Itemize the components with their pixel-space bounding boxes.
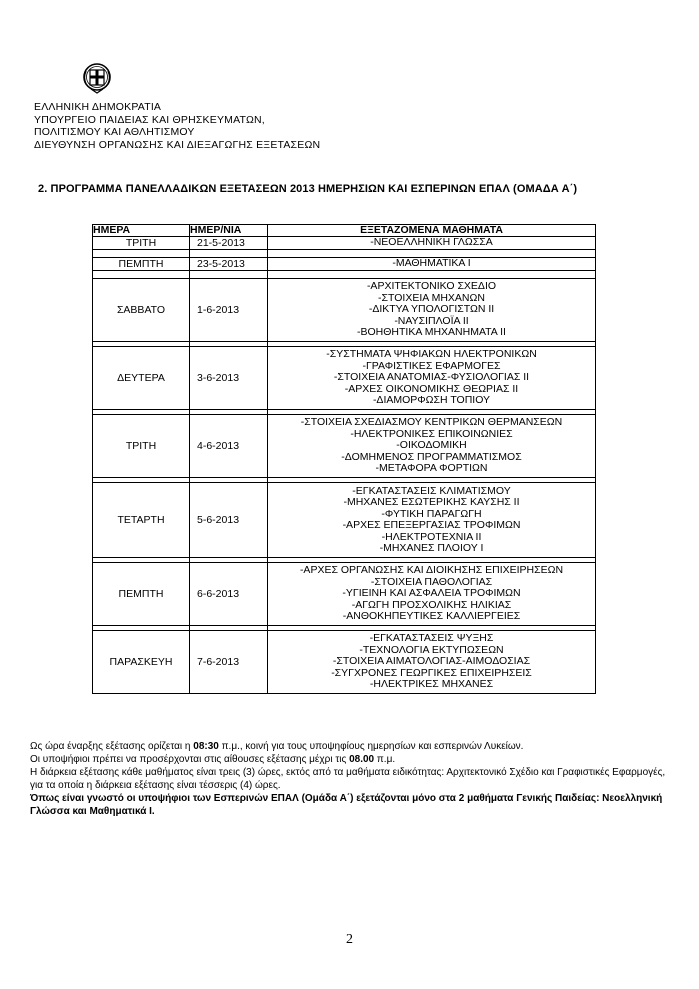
subject-item: -ΟΙΚΟΔΟΜΙΚΗ xyxy=(396,439,467,452)
day-cell: ΤΡΙΤΗ xyxy=(93,415,190,478)
subject-item: -ΑΡΧΕΣ ΟΙΚΟΝΟΜΙΚΗΣ ΘΕΩΡΙΑΣ ΙΙ xyxy=(344,382,519,395)
note-text: π.μ., κοινή για τους υποψηφίους ημερησίων και εσπερινών Λυκείων. xyxy=(218,741,524,752)
date-cell: 4-6-2013 xyxy=(190,415,268,478)
subjects-cell xyxy=(268,415,596,478)
note-text: Ως ώρα έναρξης εξέτασης ορίζεται η xyxy=(30,741,194,752)
arrival-time-value: 08.00 xyxy=(349,754,375,765)
table-row xyxy=(93,258,596,271)
col-header-date: ΗΜΕΡ/ΝΙΑ xyxy=(190,225,268,237)
table-row xyxy=(93,237,596,250)
subject-item: -ΗΛΕΚΤΡΙΚΕΣ ΜΗΧΑΝΕΣ xyxy=(369,678,494,691)
date-cell: 1-6-2013 xyxy=(190,279,268,342)
table-row xyxy=(93,347,596,410)
subject-item: -ΜΗΧΑΝΕΣ ΠΛΟΙΟΥ Ι xyxy=(379,542,484,554)
subjects-cell xyxy=(268,631,596,694)
note-start-time xyxy=(30,740,670,753)
subject-item: -ΕΓΚΑΤΑΣΤΑΣΕΙΣ ΚΛΙΜΑΤΙΣΜΟΥ xyxy=(352,484,511,497)
subject-item: -ΒΟΗΘΗΤΙΚΑ ΜΗΧΑΝΗΜΑΤΑ ΙΙ xyxy=(357,326,506,339)
note-bold-text: Όπως είναι γνωστό οι υποψήφιοι των Εσπερινών ΕΠΑΛ (Ομάδα Α΄) εξετάζονται μόνο στα 2 μαθήματα Γενικής Παιδείας: Νεοελληνική Γλώσσα και Μαθηματικά Ι. xyxy=(30,793,663,817)
subject-item: -ΣΤΟΙΧΕΙΑ ΜΗΧΑΝΩΝ xyxy=(378,291,485,304)
subject-item: -ΕΓΚΑΤΑΣΤΑΣΕΙΣ ΨΥΞΗΣ xyxy=(369,632,494,645)
exam-schedule-table xyxy=(92,224,596,694)
col-header-subjects: ΕΞΕΤΑΖΟΜΕΝΑ ΜΑΘΗΜΑΤΑ xyxy=(268,225,596,237)
header-line-3: ΠΟΛΙΤΙΣΜΟΥ ΚΑΙ ΑΘΛΗΤΙΣΜΟΥ xyxy=(34,126,195,138)
note-duration: Η διάρκεια εξέτασης κάθε μαθήματος είναι τρεις (3) ώρες, εκτός από τα μαθήματα ειδικότητας: Αρχιτεκτονικό Σχέδιο και Γραφιστικές Εφαρμογές, για τα οποία η διάρκεια εξέτασης είναι τέσσερις (4) ώρες. xyxy=(30,767,666,791)
table-row xyxy=(93,279,596,342)
header-line-1: ΕΛΛΗΝΙΚΗ ΔΗΜΟΚΡΑΤΙΑ xyxy=(34,101,162,113)
header-line-2: ΥΠΟΥΡΓΕΙΟ ΠΑΙΔΕΙΑΣ ΚΑΙ ΘΡΗΣΚΕΥΜΑΤΩΝ, xyxy=(34,113,265,126)
subject-item: -ΔΟΜΗΜΕΝΟΣ ΠΡΟΓΡΑΜΜΑΤΙΣΜΟΣ xyxy=(341,450,522,463)
spacer-cell xyxy=(268,271,596,279)
day-cell: ΤΡΙΤΗ xyxy=(93,237,190,250)
subject-item: -ΑΓΩΓΗ ΠΡΟΣΧΟΛΙΚΗΣ ΗΛΙΚΙΑΣ xyxy=(351,598,512,611)
note-evening-schools xyxy=(30,792,670,818)
date-cell: 7-6-2013 xyxy=(190,631,268,694)
date-cell: 21-5-2013 xyxy=(190,237,268,250)
issuer-header xyxy=(34,101,320,151)
subject-item: -ΥΓΙΕΙΝΗ ΚΑΙ ΑΣΦΑΛΕΙΑ ΤΡΟΦΙΜΩΝ xyxy=(342,587,521,600)
table-row xyxy=(93,631,596,694)
subject-item: -ΣΤΟΙΧΕΙΑ ΣΧΕΔΙΑΣΜΟΥ ΚΕΝΤΡΙΚΩΝ ΘΕΡΜΑΝΣΕΩΝ xyxy=(300,416,563,429)
subject-item: -ΦΥΤΙΚΗ ΠΑΡΑΓΩΓΗ xyxy=(381,507,482,520)
subject-item: -ΣΤΟΙΧΕΙΑ ΑΙΜΑΤΟΛΟΓΙΑΣ-ΑΙΜΟΔΟΣΙΑΣ xyxy=(332,655,531,668)
table-header-row xyxy=(93,225,596,237)
row-spacer xyxy=(93,271,596,279)
subject-item: -ΔΙΑΜΟΡΦΩΣΗ ΤΟΠΙΟΥ xyxy=(372,394,491,407)
subject-item: -ΜΑΘΗΜΑΤΙΚΑ Ι xyxy=(392,257,471,270)
subjects-cell xyxy=(268,563,596,626)
spacer-cell xyxy=(190,250,268,258)
subjects-cell xyxy=(268,237,596,250)
spacer-cell xyxy=(190,271,268,279)
subjects-cell xyxy=(268,258,596,271)
subject-item: -ΜΕΤΑΦΟΡΑ ΦΟΡΤΙΩΝ xyxy=(375,462,488,475)
subject-item: -ΓΡΑΦΙΣΤΙΚΕΣ ΕΦΑΡΜΟΓΕΣ xyxy=(362,359,501,372)
day-cell: ΣΑΒΒΑΤΟ xyxy=(93,279,190,342)
subject-item: -ΑΡΧΕΣ ΕΠΕΞΕΡΓΑΣΙΑΣ ΤΡΟΦΙΜΩΝ xyxy=(342,519,521,531)
table-row xyxy=(93,415,596,478)
page-number: 2 xyxy=(346,932,353,947)
note-arrival-time xyxy=(30,753,670,766)
subject-item: -ΗΛΕΚΤΡΟΤΕΧΝΙΑ ΙΙ xyxy=(381,530,482,543)
subject-item: -ΜΗΧΑΝΕΣ ΕΣΩΤΕΡΙΚΗΣ ΚΑΥΣΗΣ ΙΙ xyxy=(343,496,520,508)
day-cell: ΤΕΤΑΡΤΗ xyxy=(93,483,190,558)
subjects-cell xyxy=(268,279,596,342)
subject-item: -ΝΕΟΕΛΛΗΝΙΚΗ ΓΛΩΣΣΑ xyxy=(370,236,493,249)
subject-item: -ΤΕΧΝΟΛΟΓΙΑ ΕΚΤΥΠΩΣΕΩΝ xyxy=(359,643,504,656)
start-time-value: 08:30 xyxy=(193,741,219,752)
note-text: Οι υποψήφιοι πρέπει να προσέρχονται στις αίθουσες εξέτασης μέχρι τις xyxy=(30,754,350,765)
header-line-4: ΔΙΕΥΘΥΝΣΗ ΟΡΓΑΝΩΣΗΣ ΚΑΙ ΔΙΕΞΑΓΩΓΗΣ ΕΞΕΤΑΣΕΩΝ xyxy=(34,138,321,151)
subject-item: -ΔΙΚΤΥΑ ΥΠΟΛΟΓΙΣΤΩΝ ΙΙ xyxy=(368,303,495,316)
subject-item: -ΝΑΥΣΙΠΛΟΪΑ ΙΙ xyxy=(394,314,469,327)
document-title: 2. ΠΡΟΓΡΑΜΜΑ ΠΑΝΕΛΛΑΔΙΚΩΝ ΕΞΕΤΑΣΕΩΝ 2013 ΗΜΕΡΗΣΙΩΝ ΚΑΙ ΕΣΠΕΡΙΝΩΝ ΕΠΑΛ (ΟΜΑΔΑ Α΄) xyxy=(38,183,578,195)
spacer-cell xyxy=(93,250,190,258)
subject-item: -ΑΝΘΟΚΗΠΕΥΤΙΚΕΣ ΚΑΛΛΙΕΡΓΕΙΕΣ xyxy=(342,610,521,623)
spacer-cell xyxy=(93,271,190,279)
subject-item: -ΑΡΧΙΤΕΚΤΟΝΙΚΟ ΣΧΕΔΙΟ xyxy=(366,280,497,293)
subjects-cell xyxy=(268,347,596,410)
day-cell: ΠΕΜΠΤΗ xyxy=(93,563,190,626)
day-cell: ΠΕΜΠΤΗ xyxy=(93,258,190,271)
subject-item: -ΣΥΣΤΗΜΑΤΑ ΨΗΦΙΑΚΩΝ ΗΛΕΚΤΡΟΝΙΚΩΝ xyxy=(326,348,537,361)
subject-item: -ΑΡΧΕΣ ΟΡΓΑΝΩΣΗΣ ΚΑΙ ΔΙΟΙΚΗΣΗΣ ΕΠΙΧΕΙΡΗΣΕΩΝ xyxy=(299,564,564,577)
note-text: π.μ. xyxy=(374,754,396,765)
date-cell: 6-6-2013 xyxy=(190,563,268,626)
notes-section xyxy=(30,740,670,818)
subject-item: -ΣΤΟΙΧΕΙΑ ΠΑΘΟΛΟΓΙΑΣ xyxy=(370,575,493,588)
day-cell: ΠΑΡΑΣΚΕΥΗ xyxy=(93,631,190,694)
table-row xyxy=(93,483,596,558)
date-cell: 5-6-2013 xyxy=(190,483,268,558)
date-cell: 3-6-2013 xyxy=(190,347,268,410)
subject-item: -ΣΤΟΙΧΕΙΑ ΑΝΑΤΟΜΙΑΣ-ΦΥΣΙΟΛΟΓΙΑΣ ΙΙ xyxy=(333,371,530,384)
subject-item: -ΣΥΓΧΡΟΝΕΣ ΓΕΩΡΓΙΚΕΣ ΕΠΙΧΕΙΡΗΣΕΙΣ xyxy=(331,666,532,679)
row-spacer xyxy=(93,250,596,258)
table-row xyxy=(93,563,596,626)
date-cell: 23-5-2013 xyxy=(190,258,268,271)
subjects-cell xyxy=(268,483,596,558)
day-cell: ΔΕΥΤΕΡΑ xyxy=(93,347,190,410)
greek-emblem-icon xyxy=(82,62,112,94)
subject-item: -ΗΛΕΚΤΡΟΝΙΚΕΣ ΕΠΙΚΟΙΝΩΝΙΕΣ xyxy=(350,427,513,440)
table-body xyxy=(93,237,596,694)
col-header-day: ΗΜΕΡΑ xyxy=(93,225,190,237)
